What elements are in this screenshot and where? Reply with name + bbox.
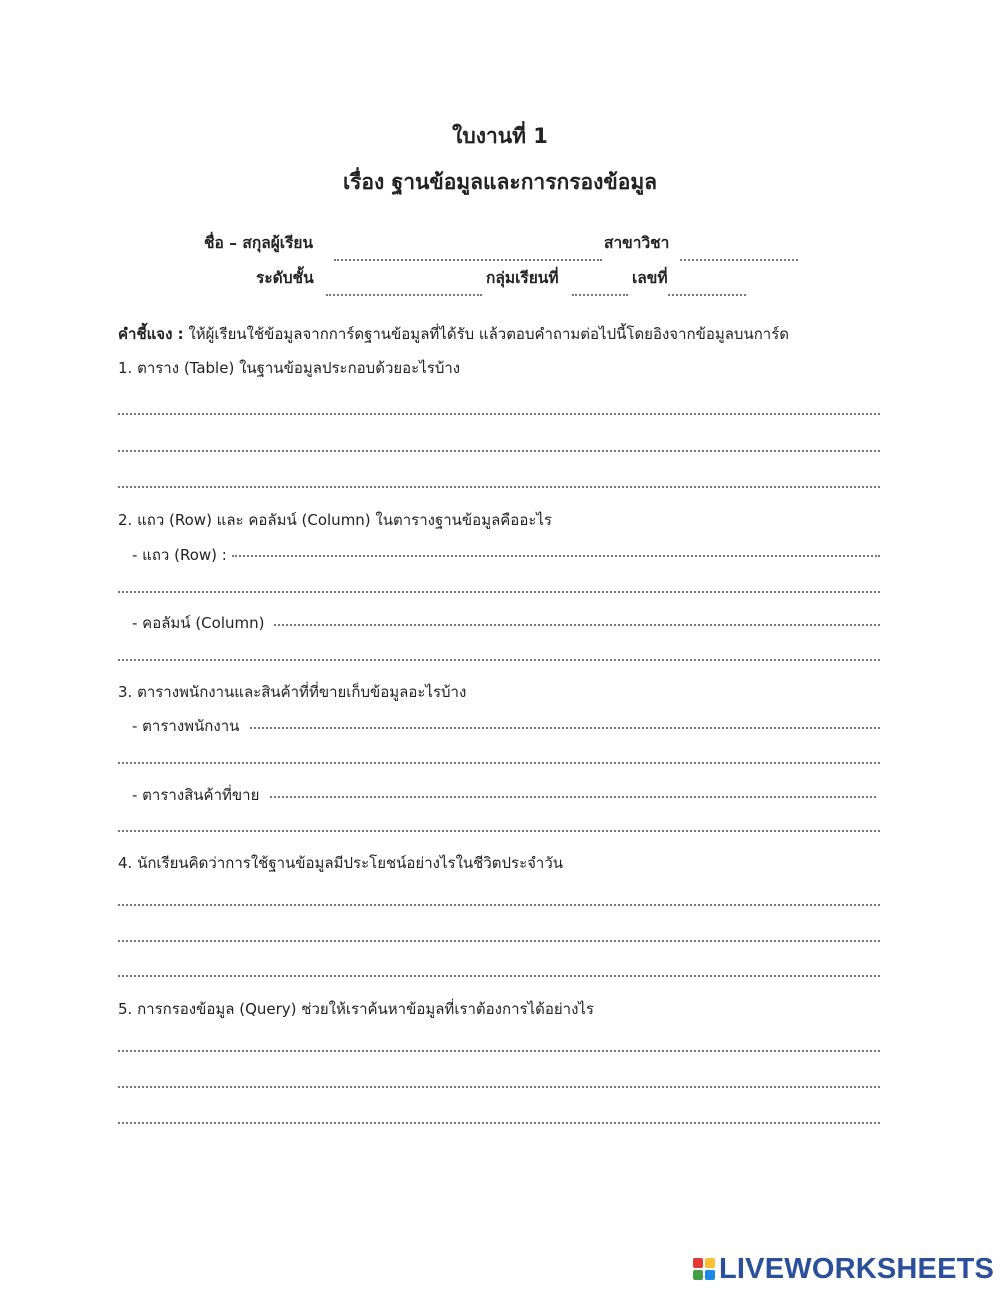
question-2: 2. แถว (Row) และ คอลัมน์ (Column) ในตารางฐานข้อมูลคืออะไร [118, 511, 552, 529]
logo-square-green [693, 1270, 703, 1280]
logo-mark-icon [693, 1258, 715, 1280]
major-field[interactable] [680, 258, 798, 261]
answer-line[interactable] [250, 727, 880, 729]
sub-product-table-label: - ตารางสินค้าที่ขาย [132, 786, 260, 804]
question-3: 3. ตารางพนักงานและสินค้าที่ที่ขายเก็บข้อมูลอะไรบ้าง [118, 683, 467, 701]
answer-line[interactable] [118, 1086, 880, 1088]
answer-line[interactable] [118, 486, 880, 488]
answer-line[interactable] [270, 796, 876, 798]
worksheet-title: ใบงานที่ 1 [452, 124, 548, 148]
answer-line[interactable] [118, 1050, 880, 1052]
logo-text: LIVEWORKSHEETS [719, 1252, 995, 1285]
instruction [118, 322, 789, 346]
logo-square-blue [705, 1270, 715, 1280]
answer-line[interactable] [118, 450, 880, 452]
question-1: 1. ตาราง (Table) ในฐานข้อมูลประกอบด้วยอะไรบ้าง [118, 359, 461, 377]
question-5: 5. การกรองข้อมูล (Query) ช่วยให้เราค้นหาข้อมูลที่เราต้องการได้อย่างไร [118, 1000, 594, 1018]
major-label: สาขาวิชา [604, 234, 670, 252]
instruction-text: ให้ผู้เรียนใช้ข้อมูลจากการ์ดฐานข้อมูลที่ได้รับ แล้วตอบคำถามต่อไปนี้โดยอิงจากข้อมูลบนการ์ด [188, 325, 790, 343]
number-label: เลขที่ [632, 269, 668, 287]
sub-employee-table-label: - ตารางพนักงาน [132, 717, 240, 735]
answer-line[interactable] [118, 940, 880, 942]
liveworksheets-logo [693, 1252, 994, 1286]
group-label: กลุ่มเรียนที่ [486, 269, 559, 287]
level-field[interactable] [326, 293, 482, 296]
answer-line[interactable] [274, 624, 880, 626]
logo-square-yellow [705, 1258, 715, 1268]
name-label: ชื่อ – สกุลผู้เรียน [204, 234, 314, 252]
answer-line[interactable] [118, 591, 880, 593]
answer-line[interactable] [118, 1122, 880, 1124]
name-field[interactable] [334, 258, 602, 261]
question-4: 4. นักเรียนคิดว่าการใช้ฐานข้อมูลมีประโยชน์อย่างไรในชีวิตประจำวัน [118, 854, 564, 872]
worksheet-subtitle: เรื่อง ฐานข้อมูลและการกรองข้อมูล [342, 170, 658, 194]
answer-line[interactable] [118, 904, 880, 906]
group-field[interactable] [572, 293, 628, 296]
answer-line[interactable] [118, 413, 880, 415]
level-label: ระดับชั้น [256, 269, 314, 287]
answer-line[interactable] [118, 830, 880, 832]
answer-line[interactable] [232, 555, 880, 557]
answer-line[interactable] [118, 975, 880, 977]
logo-square-red [693, 1258, 703, 1268]
answer-line[interactable] [118, 762, 880, 764]
sub-column-label: - คอลัมน์ (Column) [132, 614, 265, 632]
instruction-label: คำชี้แจง : [118, 325, 184, 343]
answer-line[interactable] [118, 659, 880, 661]
number-field[interactable] [668, 293, 746, 296]
sub-row-label: - แถว (Row) : [132, 546, 227, 564]
